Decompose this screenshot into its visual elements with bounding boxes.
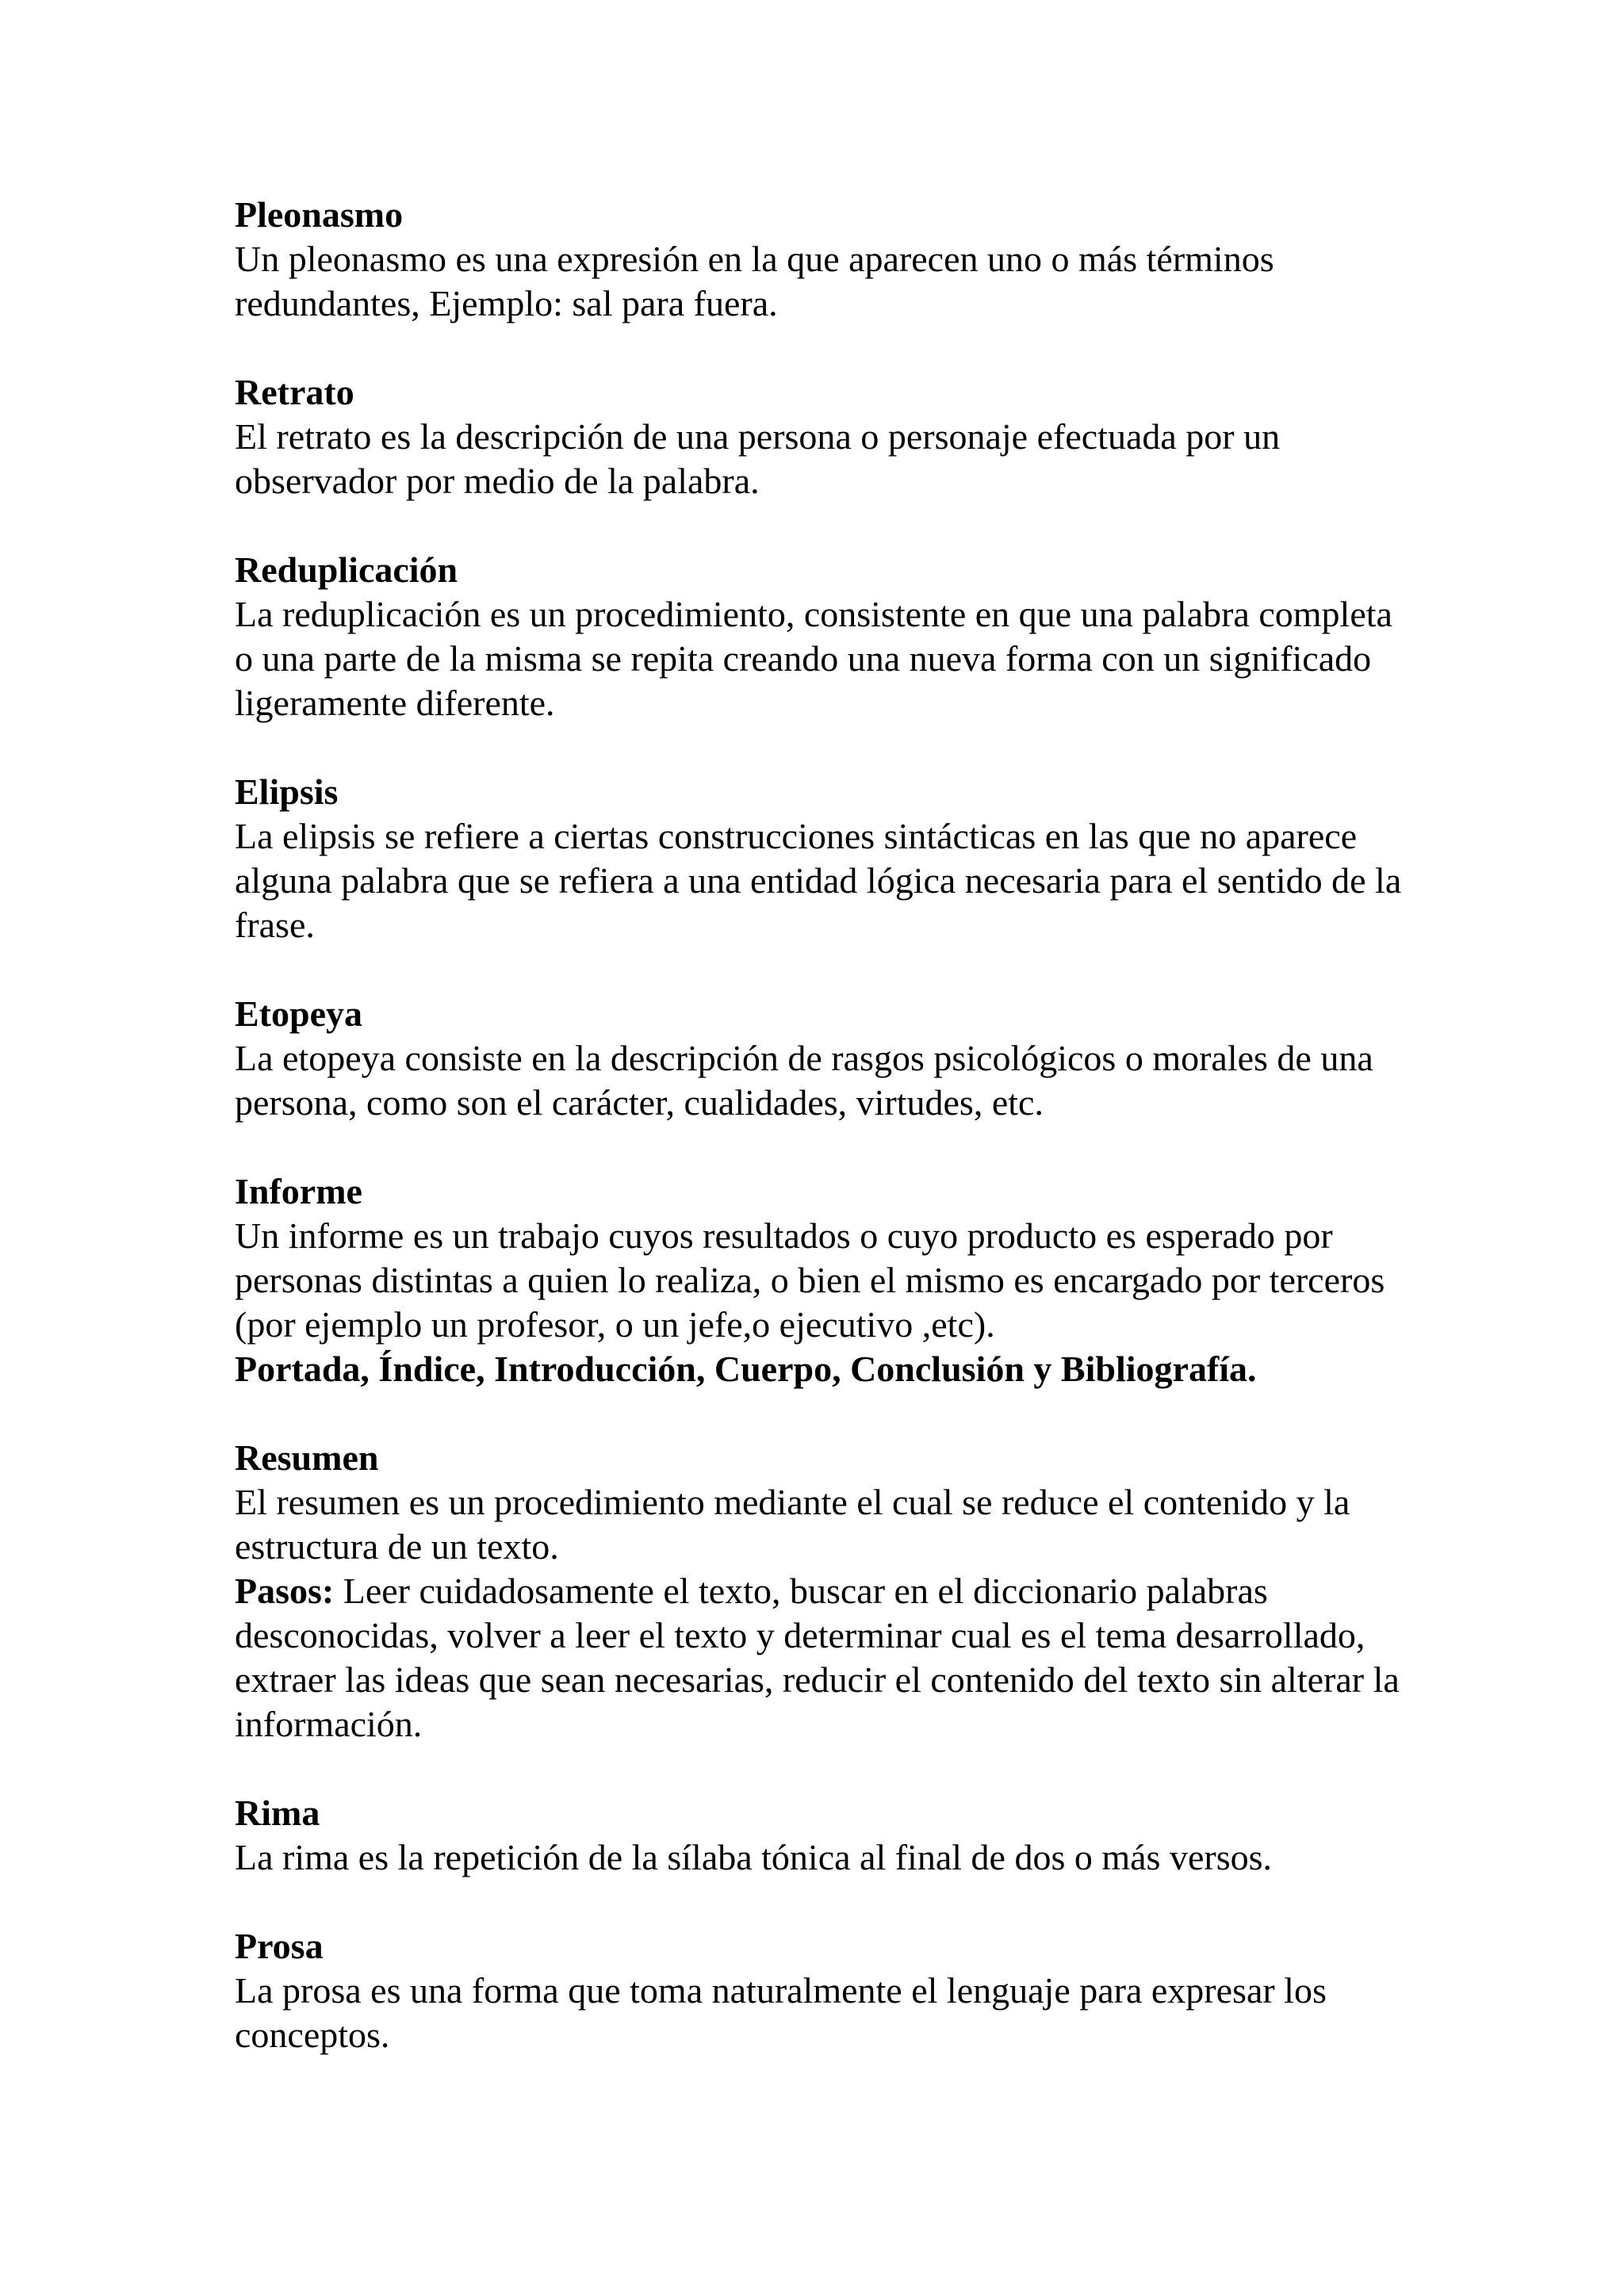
term-definition: La reduplicación es un procedimiento, consistente en que una palabra completa o una parte de la misma se repita creando una nueva forma con un significado ligeramente diferente. [235,594,1392,723]
term-heading: Elipsis [235,771,339,812]
entry-prosa [235,1924,1408,2057]
term-heading: Etopeya [235,993,362,1034]
term-heading: Retrato [235,372,354,412]
term-definition: Un informe es un trabajo cuyos resultados o cuyo producto es esperado por personas distintas a quien lo realiza, o bien el mismo es encargado por terceros (por ejemplo un profesor, o un jefe,o ejecutivo ,etc). [235,1215,1385,1345]
term-definition: Un pleonasmo es una expresión en la que aparecen uno o más términos redundantes, Ejemplo: sal para fuera. [235,239,1274,323]
term-definition: La elipsis se refiere a ciertas construcciones sintácticas en las que no aparece alguna palabra que se refiera a una entidad lógica necesaria para el sentido de la frase. [235,816,1402,945]
term-heading: Resumen [235,1437,379,1478]
report-parts: Portada, Índice, Introducción, Cuerpo, Conclusión y Bibliografía. [235,1349,1257,1389]
entry-resumen [235,1436,1408,1747]
term-heading: Rima [235,1793,320,1833]
summary-steps [235,1569,1408,1747]
term-heading: Informe [235,1171,362,1211]
term-definition: El retrato es la descripción de una persona o personaje efectuada por un observador por medio de la palabra. [235,416,1281,501]
entry-pleonasmo [235,193,1408,326]
term-heading: Prosa [235,1926,324,1966]
entry-rima [235,1791,1408,1880]
entry-etopeya [235,992,1408,1125]
entry-elipsis [235,770,1408,947]
entry-informe [235,1169,1408,1391]
entry-reduplicacion [235,548,1408,725]
document-body [235,193,1408,2102]
steps-label: Pasos: [235,1571,335,1611]
term-definition: La rima es la repetición de la sílaba tónica al final de dos o más versos. [235,1837,1272,1877]
steps-text: Leer cuidadosamente el texto, buscar en el diccionario palabras desconocidas, volver a leer el texto y determinar cual es el tema desarrollado, extraer las ideas que sean necesarias, reducir el contenido del texto sin alterar la información. [235,1571,1400,1744]
term-definition: La etopeya consiste en la descripción de rasgos psicológicos o morales de una persona, como son el carácter, cualidades, virtudes, etc. [235,1038,1373,1123]
entry-retrato [235,370,1408,503]
term-definition: El resumen es un procedimiento mediante el cual se reduce el contenido y la estructura de un texto. [235,1482,1350,1567]
term-heading: Pleonasmo [235,194,404,235]
term-heading: Reduplicación [235,549,458,590]
term-definition: La prosa es una forma que toma naturalmente el lenguaje para expresar los conceptos. [235,1970,1327,2055]
